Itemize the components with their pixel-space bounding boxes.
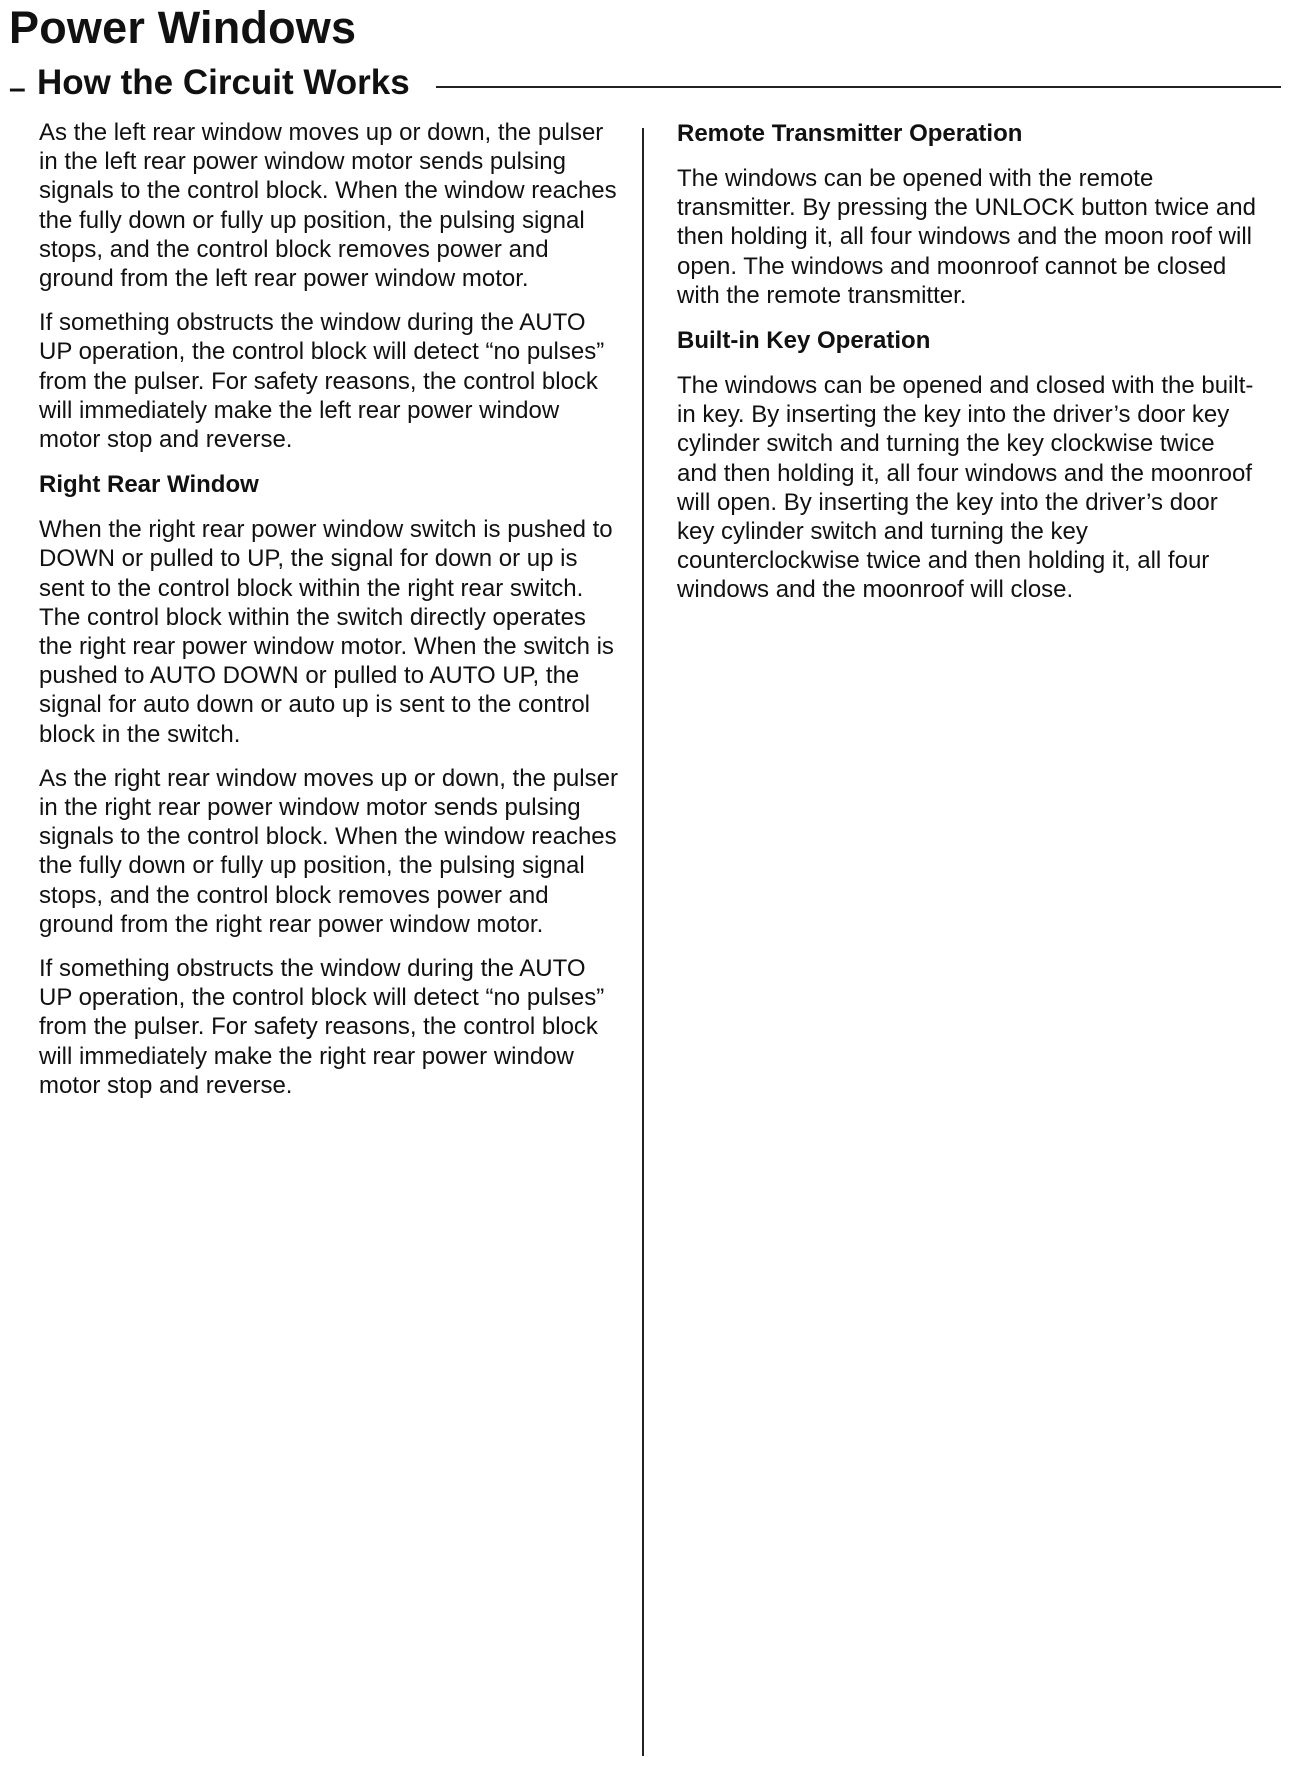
right-rear-pulser-paragraph: As the right rear window moves up or down, the pulser in the right rear power window motor sends pulsing signals to the control block. When the window reaches the fully down or fully up position, the pulsing signal stops, and the control block removes power and ground from the right rear power window motor. <box>39 764 618 938</box>
remote-transmitter-paragraph: The windows can be opened with the remote transmitter. By pressing the UNLOCK button twice and then holding it, all four windows and the moon roof will open. The windows and moonroof cannot be closed with the remote transmitter. <box>677 165 1256 309</box>
right-rear-switch-paragraph: When the right rear power window switch is pushed to DOWN or pulled to UP, the signal for down or up is sent to the control block within the right rear switch. The control block within the switch directly operates the right rear power window motor. When the switch is pushed to AUTO DOWN or pulled to AUTO UP, the signal for auto down or auto up is sent to the control block in the switch. <box>39 516 614 748</box>
section-dash: – <box>9 72 26 105</box>
right-rear-window-heading: Right Rear Window <box>39 471 259 499</box>
page-title: Power Windows <box>9 2 357 53</box>
right-rear-obstruction-paragraph: If something obstructs the window during the AUTO UP operation, the control block will detect “no pulses” from the pulser. For safety reasons, the control block will immediately make the right rear power window motor stop and reverse. <box>39 955 605 1099</box>
remote-transmitter-heading: Remote Transmitter Operation <box>677 120 1023 147</box>
right-column <box>677 118 1257 620</box>
column-divider <box>642 128 644 1756</box>
built-in-key-paragraph: The windows can be opened and closed with the built-in key. By inserting the key into the driver’s door key cylinder switch and turning the key clockwise twice and then holding it, all four windows and the moonroof will open. By inserting the key into the driver’s door key cylinder switch and turning the key counterclockwise twice and then holding it, all four windows and the moonroof will close. <box>677 372 1254 604</box>
built-in-key-heading: Built-in Key Operation <box>677 327 931 355</box>
left-rear-pulser-paragraph: As the left rear window moves up or down, the pulser in the left rear power window motor sends pulsing signals to the control block. When the window reaches the fully down or fully up position, the pulsing signal stops, and the control block removes power and ground from the left rear power window motor. <box>39 119 617 293</box>
section-title: How the Circuit Works <box>37 63 410 102</box>
title-rule <box>436 86 1281 88</box>
left-rear-obstruction-paragraph: If something obstructs the window during the AUTO UP operation, the control block will detect “no pulses” from the pulser. For safety reasons, the control block will immediately make the left rear power window motor stop and reverse. <box>39 309 605 454</box>
section-header <box>9 62 1281 106</box>
left-column <box>39 118 624 1115</box>
